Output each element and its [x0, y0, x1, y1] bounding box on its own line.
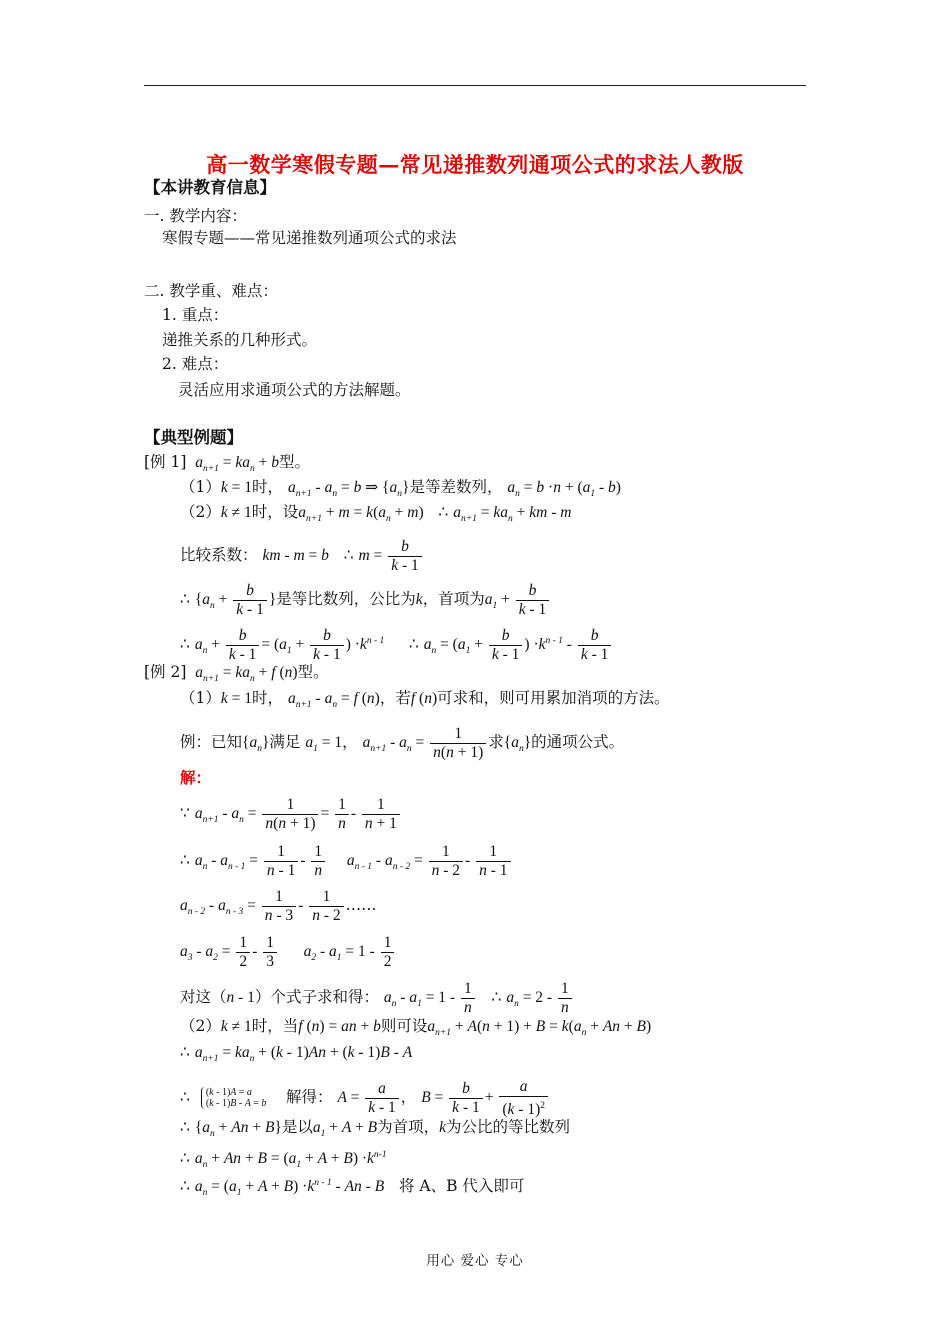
therefore-symbol: ∴ [180, 1118, 190, 1136]
therefore-symbol: ∴ [180, 1149, 190, 1168]
formula: $a_{n+1} - a_n$ = $\frac{1}{n(n + 1)}$ = $\frac{1}{n}$ - $\frac{1}{n + 1}$ [195, 805, 402, 822]
formula: k [415, 591, 423, 609]
formula: k ≠ 1 [220, 504, 252, 521]
case-2-system [180, 1078, 550, 1119]
solution-step-1 [180, 796, 402, 833]
example-1-type: 型。 [279, 453, 311, 471]
problem-text: ， [342, 733, 358, 752]
formula: f (n) = an + b [298, 1018, 381, 1035]
comma: ， [400, 1088, 417, 1107]
formula: $a_3 - a_2$ = $\frac{1}{2}$ - $\frac{1}{3}$ [180, 943, 279, 960]
formula: $a_n - a_1 = 1$ - $\frac{1}{n}$ [384, 989, 477, 1006]
formula: B = $\frac{b}{k - 1}$ + $\frac{a}{(k - 1)^2}$ [421, 1089, 550, 1106]
formula: $a_n = 2$ - $\frac{1}{n}$ [506, 989, 573, 1006]
header-rule [144, 85, 806, 86]
example-2-type: 型。 [297, 663, 329, 681]
example-1-result [180, 627, 613, 664]
examples-heading: 【典型例题】 [144, 428, 243, 447]
example-2-problem [180, 725, 624, 762]
problem-text: 例：已知 [180, 733, 243, 752]
therefore-symbol: ∴ [180, 1088, 190, 1107]
example-2-label: [例 2] [144, 663, 187, 681]
solve-label: 解得： [286, 1088, 333, 1107]
therefore-symbol: ∴ [491, 988, 502, 1007]
formula: $a_n + An + B = (a_1 + A + B) \cdot k^{n-1}$ [194, 1150, 387, 1171]
case-label: （2） [180, 503, 221, 521]
formula: $a_1$ + $\frac{b}{k - 1}$ [485, 591, 552, 608]
example-2-case-2 [180, 1016, 651, 1043]
page-footer: 用心 爱心 专心 [426, 1253, 524, 1269]
formula: k [439, 1119, 446, 1136]
formula: $a_{n+1} = ka_n + (k - 1)An + (k - 1)B - A$ [194, 1044, 413, 1065]
case-2-expand [180, 1042, 412, 1069]
formula: $a_{n+1} + m = k(a_n + m)$ [298, 504, 424, 525]
key-points-label: 二. 教学重、难点： [144, 282, 278, 300]
formula: $a_{n+1} + A(n + 1) + B = k(a_n + An + B)$ [427, 1018, 652, 1039]
formula: $a_1 + A + B$ [312, 1119, 378, 1140]
formula: $\{a_n\}$ [503, 734, 532, 755]
case-text: 则可设 [380, 1017, 428, 1035]
case-2-geometric [180, 1117, 570, 1144]
formula: $a_n = (a_1 + A + B) \cdot k^{n - 1} - An - B$ [194, 1178, 385, 1199]
difficulty-text: 灵活应用求通项公式的方法解题。 [178, 381, 411, 399]
section-info-heading: 【本讲教育信息】 [144, 178, 276, 197]
solution-step-4 [180, 934, 396, 971]
formula: {$a_n$ + $\frac{b}{k - 1}$ } [194, 582, 277, 618]
formula: $a_{n+1} = ka_n$ + km - m [453, 504, 572, 525]
formula: n - 1 [226, 989, 255, 1007]
formula: k ≠ 1 [220, 1018, 252, 1035]
case-text: 时，设 [251, 503, 299, 521]
example-1-label: [例 1] [144, 453, 187, 471]
example-2-statement [144, 662, 329, 689]
final-text: 将 A、B 代入即可 [398, 1177, 525, 1196]
case-text: 时， [252, 478, 284, 496]
therefore-symbol: ∴ [180, 851, 190, 870]
example-1-case-2 [180, 502, 571, 529]
problem-text: 满足 [269, 733, 301, 752]
formula: $a_n - a_{n - 1}$ = $\frac{1}{n - 1}$ - $\frac{1}{n}$ [195, 852, 327, 869]
therefore-symbol: ∴ [408, 635, 419, 654]
key-text: 递推关系的几种形式。 [162, 331, 318, 349]
formula: A = $\frac{a}{k - 1}$ [337, 1089, 400, 1106]
formula: $a_2 - a_1 = 1$ - $\frac{1}{2}$ [304, 943, 397, 960]
teach-content-text: 寒假专题——常见递推数列通项公式的求法 [162, 229, 457, 247]
formula: k = 1 [220, 690, 253, 707]
formula: $a_n$ + $\frac{b}{k - 1}$ = ($a_1$ + $\frac{b}{k - 1}$ ) $\cdot k^{n - 1}$ [194, 627, 385, 663]
geo-text: 是以 [281, 1118, 313, 1136]
formula: m = $\frac{b}{k - 1}$ [359, 547, 424, 564]
formula: km - m = b [262, 547, 329, 565]
solution-step-3 [180, 888, 377, 925]
therefore-symbol: ∴ [180, 1043, 190, 1061]
formula: $\{a_n\}$ [242, 734, 270, 755]
therefore-symbol: ∴ [180, 635, 190, 654]
because-symbol: ∵ [180, 804, 190, 823]
case-label: （1） [180, 478, 221, 496]
therefore-symbol: ∴ [343, 546, 354, 565]
case-label: （2） [180, 1017, 221, 1035]
document-title: 高一数学寒假专题—常见递推数列通项公式的求法人教版 [206, 152, 744, 177]
formula: $\{a_n + An + B\}$ [194, 1119, 282, 1140]
problem-text: 求 [488, 733, 504, 752]
key-label: 1. 重点： [162, 306, 229, 324]
sum-text: 对这（ [180, 988, 227, 1007]
case-text: 时，当 [251, 1017, 299, 1035]
solution-step-2 [180, 843, 513, 880]
formula: $a_{n+1} - a_n = f$ (n) [287, 690, 380, 711]
ellipsis: …… [345, 896, 377, 915]
example-1-compare [180, 538, 424, 575]
equation-system: (k - 1)A = a (k - 1)B - A = b [201, 1087, 267, 1109]
formula: k = 1 [220, 479, 253, 496]
formula: $a_{n+1} - a_n$ = $\frac{1}{n(n + 1)}$ [363, 734, 489, 751]
formula: $a_1 = 1$ [305, 734, 343, 755]
example-1-geometric [180, 582, 551, 619]
formula: $a_{n - 1} - a_{n - 2}$ = $\frac{1}{n - 2}$ - $\frac{1}{n - 1}$ [347, 852, 513, 869]
teach-content-label: 一. 教学内容： [144, 207, 247, 225]
case-label: （1） [180, 689, 221, 707]
compare-label: 比较系数： [180, 546, 258, 565]
solution-label: 解： [180, 768, 212, 787]
therefore-symbol: ∴ [438, 503, 449, 521]
example-2-case-1 [180, 688, 670, 715]
geo-text: 是等比数列，公比为 [276, 590, 416, 609]
geo-text: ，首项为 [422, 590, 485, 609]
therefore-symbol: ∴ [180, 590, 190, 609]
example-1-case-1 [180, 477, 621, 504]
geo-text: 为公比的等比数列 [446, 1118, 571, 1136]
solution-sum [180, 980, 574, 1017]
formula: $a_n = (a_1$ + $\frac{b}{k - 1}$ ) $\cdot k^{n - 1}$ - $\frac{b}{k - 1}$ [424, 636, 614, 653]
example-1-statement [144, 452, 310, 479]
case-text: ，若 [379, 689, 411, 707]
formula: $a_{n+1} = ka_n + f$ (n) [191, 664, 298, 685]
geo-text: 为首项， [377, 1118, 440, 1136]
difficulty-label: 2. 难点： [162, 355, 229, 373]
case-text: 时， [252, 689, 284, 707]
problem-text: 的通项公式。 [531, 733, 625, 752]
case-text: 是等差数列， [409, 478, 503, 496]
sum-text: ）个式子求和得： [254, 988, 379, 1007]
formula: f (n) [410, 690, 438, 707]
therefore-symbol: ∴ [180, 1177, 190, 1196]
formula: $a_{n - 2} - a_{n - 3}$ = $\frac{1}{n - 3}$ - $\frac{1}{n - 2}$ [180, 897, 346, 914]
formula: $a_n = b \cdot n + (a_1 - b)$ [507, 479, 621, 500]
formula: $a_{n+1} - a_n = b$ ⇒ $\{a_n\}$ [287, 479, 410, 500]
case-text: 可求和，则可用累加消项的方法。 [437, 689, 670, 707]
formula: $a_{n+1} = ka_n + b$ [191, 454, 280, 475]
case-2-step [180, 1145, 387, 1175]
case-2-final [180, 1173, 524, 1203]
